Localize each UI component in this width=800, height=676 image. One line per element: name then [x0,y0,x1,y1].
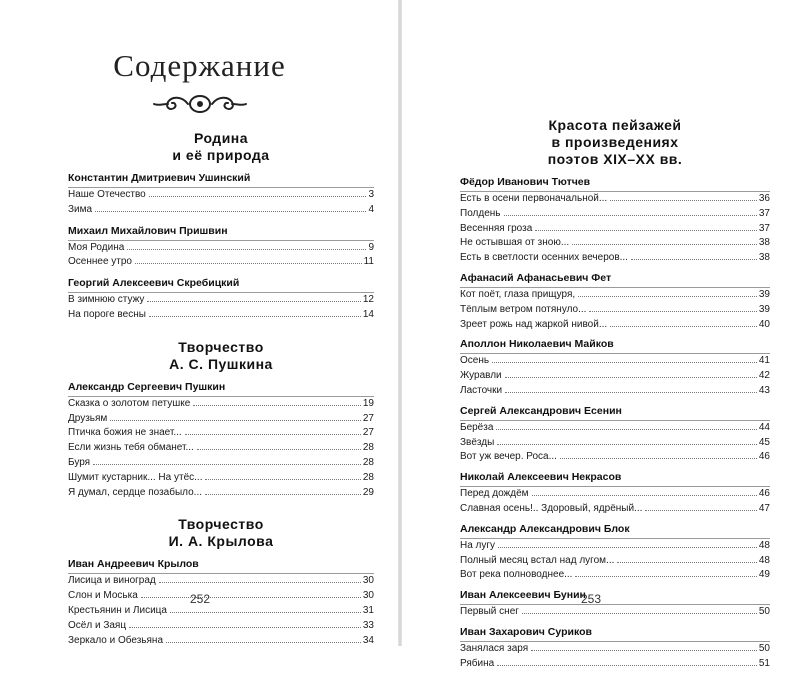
entry-page: 47 [758,502,770,514]
entry-page: 29 [362,486,374,498]
entry-title: Занялася заря [460,642,529,654]
section-title [460,117,770,168]
entry-title: На пороге весны [68,308,146,320]
entry-title: Есть в светлости осенних вечеров... [460,252,628,264]
author-block [460,174,770,266]
entry-page: 37 [758,207,770,219]
entry-title: Моя Родина [68,241,125,253]
author-block [68,170,374,218]
toc-entry [460,318,770,333]
entry-page: 3 [368,189,374,200]
dot-leader [166,642,361,643]
entry-title: На лугу [460,539,496,551]
entry-title: Осень [460,355,490,367]
toc-entry [68,255,374,270]
dot-leader [578,296,757,297]
toc-entry [460,384,770,399]
author-block [460,336,770,398]
toc-entry [68,574,374,589]
dot-leader [498,547,757,548]
entry-title: Славная осень!.. Здоровый, ядрёный... [460,502,643,514]
entry-title: Не остывшая от зною... [460,237,570,249]
entry-page: 39 [758,288,770,300]
toc-entry [460,303,770,318]
dot-leader [504,215,757,216]
author-block [460,587,770,620]
dot-leader [575,576,756,577]
toc-entry [460,642,770,657]
dot-leader [127,249,366,250]
toc-entry [460,369,770,384]
entry-title: Лисица и виноград [68,575,156,587]
entry-title: Тёплым ветром потянуло... [460,303,587,315]
entry-page: 28 [362,442,374,454]
dot-leader [610,200,757,201]
entry-page: 30 [362,575,374,587]
dot-leader [531,650,757,651]
section-title-line: поэтов XIX–XX вв. [547,151,683,167]
entry-page: 43 [758,384,770,396]
dot-leader [159,582,361,583]
dot-leader [93,464,361,465]
toc-entry [68,486,374,501]
entry-title: Крестьянин и Лисица [68,604,167,616]
entry-title: Зеркало и Обезьяна [68,634,163,646]
toc-entry [68,426,374,441]
toc-entry [460,605,770,620]
author-block [68,223,374,271]
entry-page: 37 [758,222,770,234]
entry-page: 48 [758,539,770,551]
toc-entry [68,308,374,323]
section-title-line: Красота пейзажей [548,117,682,133]
entry-title: Сказка о золотом петушке [68,397,191,409]
entry-title: Наше Отечество [68,189,146,200]
entry-page: 50 [758,606,770,618]
page-number-right: 253 [581,592,602,606]
entry-title: Полдень [460,207,501,219]
dot-leader [497,444,757,445]
entry-title: Буря [68,456,91,468]
dot-leader [610,326,757,327]
toc-entry [68,456,374,471]
entry-title: Шумит кустарник... На утёс... [68,471,203,483]
author-name: Аполлон Николаевич Майков [460,336,770,354]
entry-title: Вот река полноводнее... [460,569,573,581]
author-name: Иван Захарович Суриков [460,624,770,642]
dot-leader [572,244,757,245]
entry-page: 27 [362,412,374,424]
entry-title: Журавли [460,370,502,382]
toc-entry [68,397,374,412]
toc-section [460,117,770,672]
dot-leader [589,311,756,312]
author-name: Александр Александрович Блок [460,521,770,539]
left-contents [68,130,374,653]
dot-leader [147,301,360,302]
toc-entry [68,604,374,619]
dot-leader [141,597,361,598]
dot-leader [617,562,757,563]
entry-page: 14 [362,308,374,320]
entry-title: Полный месяц встал над лугом... [460,554,615,566]
section-title-line: и её природа [172,147,270,163]
entry-page: 34 [362,634,374,646]
author-block [68,556,374,648]
toc-entry [460,568,770,583]
flourish-icon [150,92,250,116]
dot-leader [197,449,361,450]
entry-title: Берёза [460,421,494,433]
author-name: Фёдор Иванович Тютчев [460,174,770,192]
toc-entry [68,241,374,256]
dot-leader [95,211,366,212]
entry-page: 51 [758,657,770,669]
page-number-left: 252 [190,592,211,606]
section-title [68,339,374,373]
author-name: Иван Алексеевич Бунин [460,587,770,605]
dot-leader [185,434,361,435]
dot-leader [496,429,756,430]
entry-title: Если жизнь тебя обманет... [68,442,194,454]
entry-title: Зима [68,203,93,215]
toc-entry [68,188,374,203]
entry-title: Ласточки [460,384,503,396]
toc-entry [68,293,374,308]
entry-page: 42 [758,370,770,382]
entry-page: 4 [368,203,374,215]
entry-title: Первый снег [460,606,519,618]
author-block [68,379,374,501]
entry-title: Рябина [460,657,495,669]
toc-entry [460,502,770,517]
entry-title: Весенняя гроза [460,222,533,234]
entry-page: 46 [758,451,770,463]
dot-leader [135,263,362,264]
toc-entry [460,487,770,502]
toc-entry [68,589,374,604]
toc-entry [460,421,770,436]
entry-page: 46 [758,488,770,500]
dot-leader [205,479,360,480]
dot-leader [560,458,757,459]
toc-entry [68,412,374,427]
entry-page: 48 [758,554,770,566]
toc-entry [68,203,374,218]
entry-page: 49 [758,569,770,581]
entry-page: 9 [368,241,374,253]
toc-entry [460,251,770,266]
section-title [68,130,374,164]
author-name: Афанасий Афанасьевич Фет [460,270,770,288]
entry-page: 27 [362,427,374,439]
right-contents [460,117,770,676]
toc-entry [460,222,770,237]
author-name: Константин Дмитриевич Ушинский [68,170,374,188]
entry-page: 39 [758,303,770,315]
entry-page: 41 [758,355,770,367]
dot-leader [149,196,367,197]
right-page [401,0,800,669]
entry-title: Птичка божия не знает... [68,427,182,439]
entry-page: 11 [363,256,374,268]
dot-leader [522,613,757,614]
entry-title: Перед дождём [460,488,529,500]
section-title-line: А. С. Пушкина [169,355,273,372]
section-title-line: в произведениях [551,134,679,150]
section-title-line: Творчество [178,516,264,533]
dot-leader [497,665,757,666]
author-block [460,270,770,332]
dot-leader [535,230,757,231]
toc-entry [68,441,374,456]
toc-section [68,339,374,501]
entry-page: 28 [362,456,374,468]
author-name: Сергей Александрович Есенин [460,403,770,421]
dot-leader [505,392,757,393]
author-block [460,403,770,465]
toc-entry [460,288,770,303]
toc-entry [460,354,770,369]
dot-leader [645,510,756,511]
entry-page: 31 [362,604,374,616]
dot-leader [149,316,361,317]
entry-page: 12 [362,294,374,306]
dot-leader [205,494,361,495]
toc-entry [460,450,770,465]
toc-entry [460,539,770,554]
dot-leader [631,259,757,260]
entry-title: Осеннее утро [68,256,132,268]
entry-page: 19 [362,397,374,409]
ornament-divider [0,92,399,121]
entry-title: Кот поёт, глаза прищуря, [460,288,576,300]
entry-page: 45 [758,436,770,448]
toc-entry [68,471,374,486]
toc-section [68,516,374,648]
dot-leader [193,405,361,406]
toc-entry [68,634,374,649]
dot-leader [170,612,361,613]
dot-leader [492,362,757,363]
section-title-line: Творчество [178,338,264,355]
toc-entry [460,554,770,569]
entry-title: Звёзды [460,436,495,448]
author-block [460,624,770,672]
toc-entry [460,192,770,207]
entry-page: 44 [758,421,770,433]
dot-leader [110,420,361,421]
dot-leader [505,377,757,378]
author-name: Михаил Михайлович Пришвин [68,223,374,241]
dot-leader [129,627,361,628]
entry-title: В зимнюю стужу [68,294,145,306]
entry-page: 30 [362,590,374,602]
toc-section [68,130,374,323]
left-page [0,0,399,646]
author-block [460,521,770,583]
toc-entry [68,619,374,634]
section-title-line: И. А. Крылова [168,533,274,550]
entry-title: Осёл и Заяц [68,619,127,631]
entry-page: 50 [758,642,770,654]
toc-entry [460,436,770,451]
toc-entry [460,657,770,672]
entry-title: Слон и Моська [68,590,138,602]
author-name: Иван Андреевич Крылов [68,556,374,574]
author-block [68,275,374,323]
toc-entry [460,236,770,251]
author-name: Георгий Алексеевич Скребицкий [68,275,374,293]
entry-page: 36 [758,193,770,204]
entry-title: Зреет рожь над жаркой нивой... [460,318,608,330]
entry-page: 40 [758,318,770,330]
entry-title: Друзьям [68,412,108,424]
author-block [460,469,770,517]
author-name: Николай Алексеевич Некрасов [460,469,770,487]
entry-title: Я думал, сердце позабыло... [68,486,203,498]
section-title-line: Родина [193,130,249,146]
toc-entry [460,207,770,222]
entry-title: Вот уж вечер. Роса... [460,451,557,463]
entry-page: 38 [758,252,770,264]
entry-title: Есть в осени первоначальной... [460,193,608,204]
entry-page: 38 [758,237,770,249]
author-name: Александр Сергеевич Пушкин [68,379,374,397]
section-title [68,516,374,550]
contents-heading: Содержание [113,48,286,83]
dot-leader [532,495,757,496]
entry-page: 33 [362,619,374,631]
entry-page: 28 [362,471,374,483]
